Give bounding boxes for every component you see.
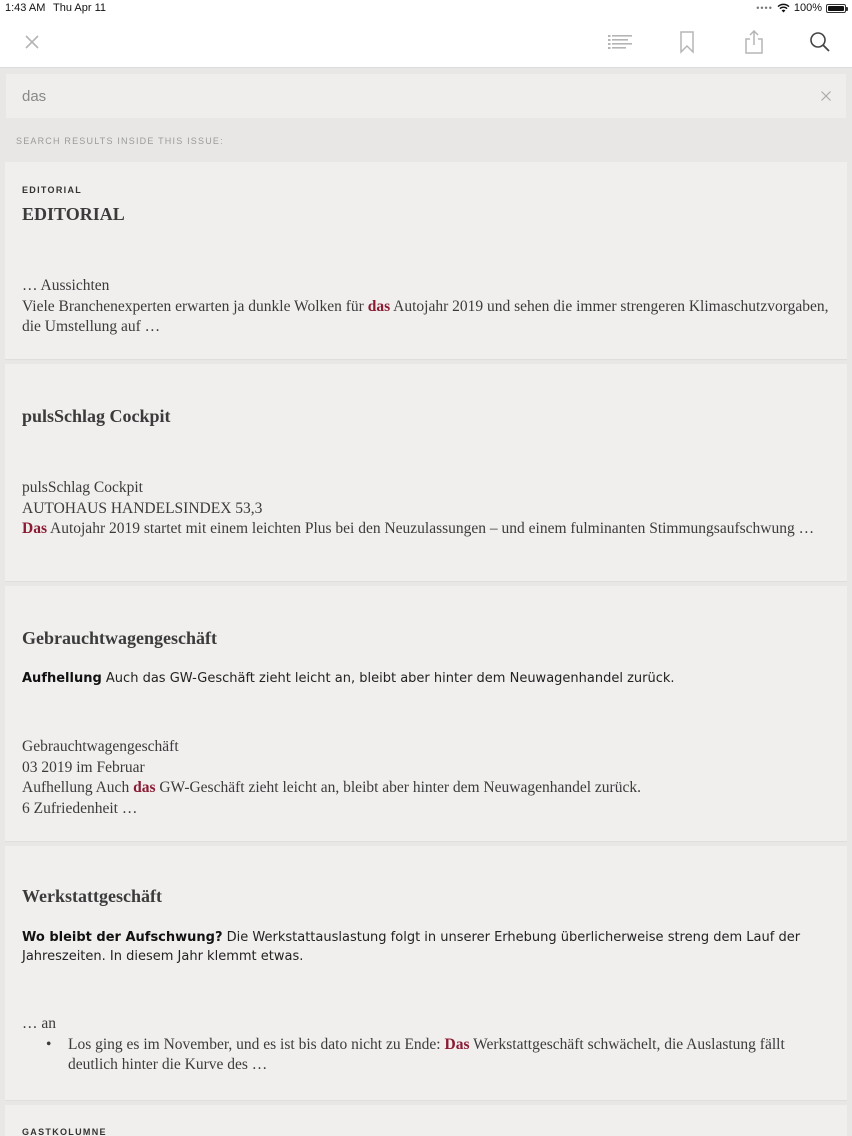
search-input[interactable] [22, 85, 782, 107]
search-highlight: das [133, 779, 156, 796]
snippet-line: … an [22, 1015, 57, 1032]
clear-search-icon[interactable] [820, 89, 832, 101]
result-card-pulsschlag[interactable] [5, 364, 847, 582]
share-icon[interactable] [742, 30, 766, 54]
snippet-line: Gebrauchtwagengeschäft [22, 738, 179, 755]
snippet-line: 6 Zufriedenheit … [22, 799, 138, 817]
status-right [756, 2, 846, 14]
snippet-line: pulsSchlag Cockpit [22, 479, 143, 496]
result-card-editorial[interactable] [5, 162, 847, 360]
snippet-line: Aufhellung Auch das GW-Geschäft zieht leicht an, bleibt aber hinter dem Neuwagenhandel zurück. [22, 779, 641, 796]
search-bar [6, 74, 846, 118]
snippet-line: Das Autojahr 2019 startet mit einem leichten Plus bei den Neuzulassungen – und einem fulminanten Stimmungsaufschwung … [22, 520, 815, 537]
result-title: Gebrauchtwagengeschäft [22, 628, 217, 648]
result-kicker: GASTKOLUMNE [22, 1127, 107, 1136]
search-highlight: Das [22, 520, 47, 537]
search-icon[interactable] [808, 30, 832, 54]
result-kicker: EDITORIAL [22, 185, 83, 195]
result-snippet [22, 478, 837, 540]
search-highlight: das [367, 297, 391, 315]
battery-icon [826, 4, 846, 13]
result-title: EDITORIAL [22, 204, 125, 224]
snippet-bullet-line: • Los ging es im November, und es ist bis dato nicht zu Ende: Das Werkstattgeschäft schwächelt, die Auslastung fällt deutlich hinter die Kurve des … [46, 1035, 785, 1073]
result-card-werkstatt[interactable] [5, 846, 847, 1101]
result-lead: Wo bleibt der Aufschwung? Die Werkstattauslastung folgt in unserer Erhebung überlicherweise streng dem Lauf der Jahreszeiten. In diesem Jahr klemmt etwas. [22, 930, 801, 964]
bookmark-icon[interactable] [675, 30, 699, 54]
wifi-icon [777, 3, 790, 13]
result-card-gastkolumne[interactable] [5, 1105, 847, 1136]
list-icon[interactable] [608, 30, 632, 54]
snippet-line: AUTOHAUS HANDELSINDEX 53,3 [22, 499, 263, 517]
result-snippet [22, 276, 837, 338]
status-bar [0, 0, 852, 16]
result-card-gebrauchtwagen[interactable] [5, 586, 847, 842]
battery-percent: 100% [793, 2, 822, 14]
search-highlight: Das [444, 1035, 470, 1053]
status-time: 1:43 AM [5, 2, 46, 14]
status-date: Thu Apr 11 [53, 2, 106, 14]
result-lead: Aufhellung Auch das GW-Geschäft zieht leicht an, bleibt aber hinter dem Neuwagenhandel zurück. [22, 671, 675, 686]
snippet-line: Viele Branchenexperten erwarten ja dunkle Wolken für das Autojahr 2019 und sehen die immer strengeren Klimaschutzvorgaben, die Umstellung auf … [22, 297, 829, 335]
signal-icon: •••• [756, 3, 773, 13]
result-snippet [22, 1014, 837, 1076]
snippet-line: … Aussichten [22, 277, 110, 294]
close-icon[interactable] [20, 30, 44, 54]
results-header: SEARCH RESULTS INSIDE THIS ISSUE: [16, 136, 224, 146]
result-title: Werkstattgeschäft [22, 886, 162, 906]
toolbar [0, 16, 852, 68]
result-title: pulsSchlag Cockpit [22, 406, 171, 426]
snippet-line: 03 2019 im Februar [22, 758, 145, 776]
bullet: • [46, 1035, 52, 1053]
result-snippet [22, 737, 837, 819]
